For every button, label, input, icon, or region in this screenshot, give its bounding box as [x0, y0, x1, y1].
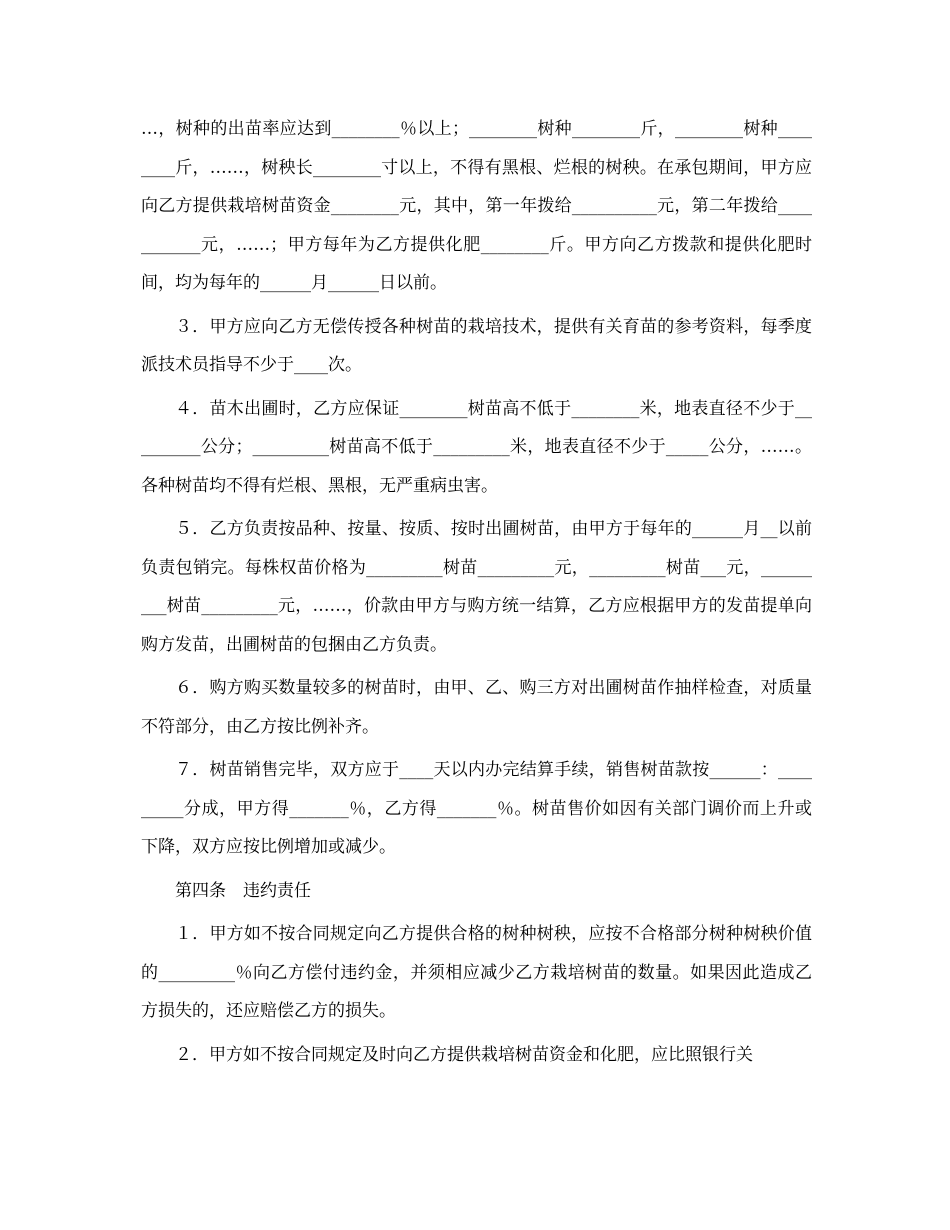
paragraph-liability-2: ２．甲方如不按合同规定及时向乙方提供栽培树苗资金和化肥，应比照银行关	[175, 1044, 753, 1065]
paragraph-clause-7: ７．树苗销售完毕，双方应于____天以内办完结算手续，销售树苗款按______：_________分成，甲方得_______％，乙方得_______％。树苗售价如因有关部门调价而上升或下降，双方应按比例增加或减少。	[141, 760, 812, 857]
paragraph-clause-4: ４．苗木出圃时，乙方应保证________树苗高不低于________米，地表直径不少于_________公分；_________树苗高不低于_________米，地表直径不少于_____公分，……。各种树苗均不得有烂根、黑根，无严重病虫害。	[141, 398, 812, 496]
section-heading-article-4: 第四条 违约责任	[175, 880, 311, 901]
paragraph-1: …，树种的出苗率应达到________％以上；________树种________斤，________树种________斤，……，树秧长________寸以上，不得有黑根、烂根的树秧。在承包期间，甲方应向乙方提供栽培树苗资金________元，其中，第一年拨给__________元，第二年拨给___________元，……；甲方每年为乙方提供化肥________斤。甲方向乙方拨款和提供化肥时间，均为每年的______月______日以前。	[141, 119, 812, 293]
paragraph-liability-1: １．甲方如不按合同规定向乙方提供合格的树种树秧，应按不合格部分树种树秧价值的_________％向乙方偿付违约金，并须相应减少乙方栽培树苗的数量。如果因此造成乙方损失的，还应赔偿乙方的损失。	[141, 924, 812, 1021]
paragraph-clause-3: ３．甲方应向乙方无偿传授各种树苗的栽培技术，提供有关育苗的参考资料，每季度派技术员指导不少于____次。	[141, 316, 812, 375]
document-body	[141, 110, 812, 1079]
paragraph-clause-5: ５．乙方负责按品种、按量、按质、按时出圃树苗，由甲方于每年的______月__以前负责包销完。每株权苗价格为_________树苗_________元，_________树苗___元，_________树苗_________元，……，价款由甲方与购方统一结算，乙方应根据甲方的发苗提单向购方发苗，出圃树苗的包捆由乙方负责。	[141, 519, 812, 655]
paragraph-clause-6: ６．购方购买数量较多的树苗时，由甲、乙、购三方对出圃树苗作抽样检查，对质量不符部分，由乙方按比例补齐。	[141, 678, 812, 737]
